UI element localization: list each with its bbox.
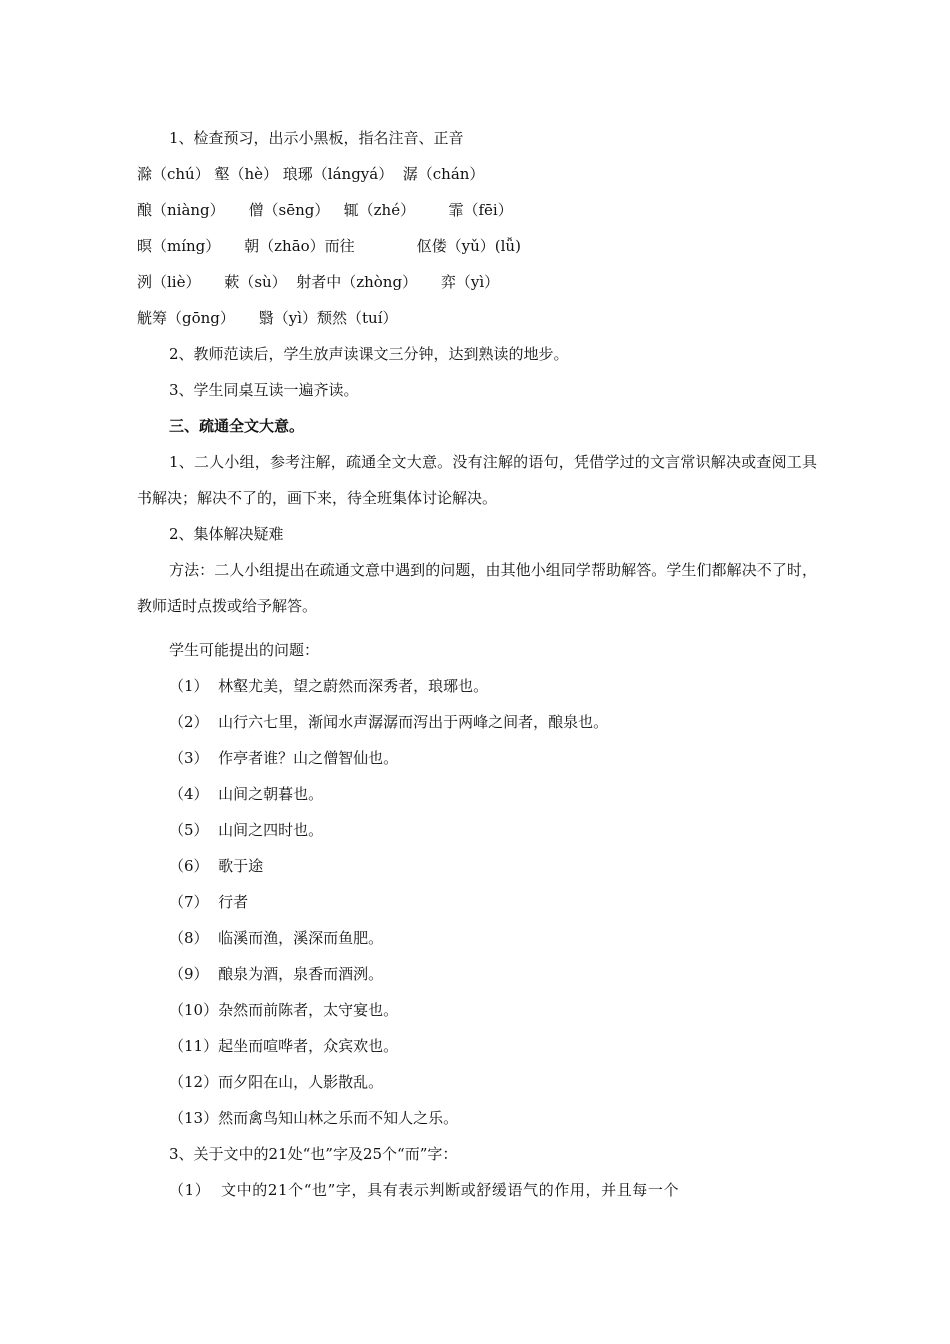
pronunciation-row-4: 洌（liè） 蔌（sù） 射者中（zhòng） 弈（yì） (137, 273, 500, 291)
list-item: （3） 作亭者谁？山之僧智仙也。 (169, 749, 399, 767)
step-collective-solve: 2、集体解决疑难 (169, 525, 284, 543)
step-peer-reading: 3、学生同桌互读一遍齐读。 (169, 381, 359, 399)
paragraph-group-study: 1、二人小组，参考注解，疏通全文大意。没有注解的语句，凭借学过的文言常识解决或查阅工具书解决；解决不了的，画下来，待全班集体讨论解决。 (137, 453, 817, 507)
list-item: （7） 行者 (169, 893, 249, 911)
list-item: （11）起坐而喧哗者，众宾欢也。 (169, 1037, 399, 1055)
list-item: （10）杂然而前陈者，太守宴也。 (169, 1001, 399, 1019)
list-item: （2） 山行六七里，渐闻水声潺潺而泻出于两峰之间者，酿泉也。 (169, 713, 609, 731)
pronunciation-row-1: 滁（chú） 壑（hè） 琅琊（lángyá） 潺（chán） (137, 165, 485, 183)
list-item: （4） 山间之朝暮也。 (169, 785, 324, 803)
step-ye-er-analysis: 3、关于文中的21处“也”字及25个“而”字： (169, 1145, 458, 1163)
paragraph-method: 方法：二人小组提出在疏通文意中遇到的问题，由其他小组同学帮助解答。学生们都解决不了时，教师适时点拨或给予解答。 (137, 561, 817, 615)
list-item: （5） 山间之四时也。 (169, 821, 324, 839)
list-item: （9） 酿泉为酒，泉香而酒洌。 (169, 965, 384, 983)
step-check-preview: 1、检查预习，出示小黑板，指名注音、正音 (169, 129, 464, 147)
pronunciation-row-3: 暝（míng） 朝（zhāo）而往 伛偻（yǔ）(lǚ) (137, 237, 521, 255)
questions-intro: 学生可能提出的问题： (169, 641, 320, 659)
list-item: （13）然而禽鸟知山林之乐而不知人之乐。 (169, 1109, 459, 1127)
list-item: （12）而夕阳在山，人影散乱。 (169, 1073, 384, 1091)
analysis-item-1: （1） 文中的21个“也”字，具有表示判断或舒缓语气的作用，并且每一个 (169, 1181, 680, 1199)
pronunciation-row-5: 觥筹（gōng） 翳（yì）颓然（tuí） (137, 309, 398, 327)
list-item: （1） 林壑尤美，望之蔚然而深秀者，琅琊也。 (169, 677, 489, 695)
section-heading: 三、疏通全文大意。 (169, 417, 305, 435)
list-item: （8） 临溪而渔，溪深而鱼肥。 (169, 929, 384, 947)
step-teacher-reading: 2、教师范读后，学生放声读课文三分钟，达到熟读的地步。 (169, 345, 569, 363)
list-item: （6） 歌于途 (169, 857, 264, 875)
pronunciation-row-2: 酿（niàng） 僧（sēng） 辄（zhé） 霏（fēi） (137, 201, 513, 219)
